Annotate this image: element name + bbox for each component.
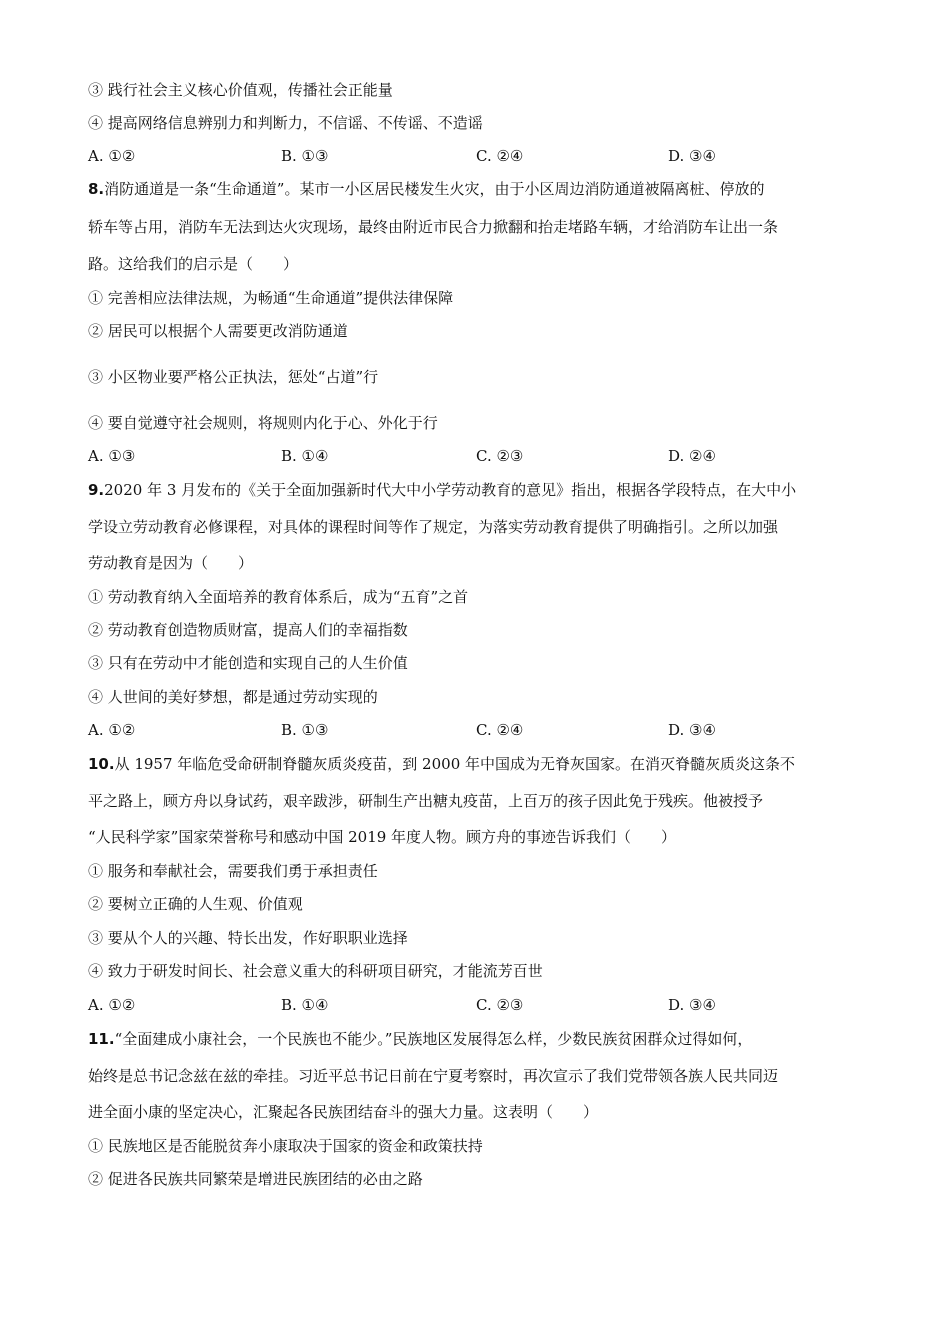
q10-item-1: ① 服务和奉献社会，需要我们勇于承担责任	[88, 862, 378, 880]
q8-stem-line-1: 8.消防通道是一条“生命通道”。某市一小区居民楼发生火灾，由于小区周边消防通道被隔离桩、停放的	[88, 180, 765, 198]
top-answer-options	[88, 145, 868, 167]
answer-option-d[interactable]: D. ③④	[668, 996, 716, 1014]
q10-stem-line-1: 10.从 1957 年临危受命研制脊髓灰质炎疫苗，到 2000 年中国成为无脊灰国家。在消灭脊髓灰质炎这条不	[88, 755, 796, 773]
answer-option-b[interactable]: B. ①③	[281, 721, 329, 739]
q9-stem-line-1: 9.2020 年 3 月发布的《关于全面加强新时代大中小学劳动教育的意见》指出，根据各学段特点，在大中小	[88, 481, 797, 499]
answer-option-d[interactable]: D. ③④	[668, 721, 716, 739]
answer-option-c[interactable]: C. ②④	[476, 147, 524, 165]
q11-stem-line-3: 进全面小康的坚定决心，汇聚起各民族团结奋斗的强大力量。这表明（ ）	[88, 1103, 599, 1121]
q8-stem-line-3: 路。这给我们的启示是（ ）	[88, 255, 299, 273]
q10-number: 10.	[88, 755, 115, 773]
q8-item-2: ② 居民可以根据个人需要更改消防通道	[88, 322, 348, 340]
q9-answer-options	[88, 719, 868, 741]
top-option-item-3: ③ 践行社会主义核心价值观，传播社会正能量	[88, 81, 393, 99]
q10-answer-options	[88, 994, 868, 1016]
answer-option-a[interactable]: A. ①②	[88, 721, 136, 739]
q9-item-4: ④ 人世间的美好梦想，都是通过劳动实现的	[88, 688, 378, 706]
q8-stem-line-2: 轿车等占用，消防车无法到达火灾现场，最终由附近市民合力掀翻和抬走堵路车辆，才给消防车让出一条	[88, 218, 779, 236]
q10-item-2: ② 要树立正确的人生观、价值观	[88, 895, 303, 913]
q10-stem-line-3: “人民科学家”国家荣誉称号和感动中国 2019 年度人物。顾方舟的事迹告诉我们（ ）	[88, 828, 677, 846]
q10-stem-line-2: 平之路上，顾方舟以身试药，艰辛跋涉，研制生产出糖丸疫苗，上百万的孩子因此免于残疾。他被授予	[88, 792, 764, 810]
answer-option-b[interactable]: B. ①③	[281, 147, 329, 165]
q11-stem-line-2: 始终是总书记念兹在兹的牵挂。习近平总书记日前在宁夏考察时，再次宣示了我们党带领各族人民共同迈	[88, 1067, 779, 1085]
answer-option-a[interactable]: A. ①②	[88, 147, 136, 165]
answer-option-b[interactable]: B. ①④	[281, 447, 329, 465]
q9-item-1: ① 劳动教育纳入全面培养的教育体系后，成为“五育”之首	[88, 588, 469, 606]
q8-item-4: ④ 要自觉遵守社会规则，将规则内化于心、外化于行	[88, 414, 438, 432]
answer-option-c[interactable]: C. ②③	[476, 447, 524, 465]
answer-option-a[interactable]: A. ①③	[88, 447, 136, 465]
q8-item-3: ③ 小区物业要严格公正执法，惩处“占道”行	[88, 368, 379, 386]
answer-option-a[interactable]: A. ①②	[88, 996, 136, 1014]
answer-option-c[interactable]: C. ②③	[476, 996, 524, 1014]
q11-item-1: ① 民族地区是否能脱贫奔小康取决于国家的资金和政策扶持	[88, 1137, 483, 1155]
q10-item-4: ④ 致力于研发时间长、社会意义重大的科研项目研究，才能流芳百世	[88, 962, 543, 980]
q11-stem-line-1: 11.“全面建成小康社会，一个民族也不能少。”民族地区发展得怎么样，少数民族贫困群众过得如何，	[88, 1030, 753, 1048]
answer-option-d[interactable]: D. ③④	[668, 147, 716, 165]
q8-number: 8.	[88, 180, 105, 198]
q9-item-2: ② 劳动教育创造物质财富，提高人们的幸福指数	[88, 621, 408, 639]
q9-stem-line-3: 劳动教育是因为（ ）	[88, 554, 254, 572]
q8-item-1: ① 完善相应法律法规，为畅通“生命通道”提供法律保障	[88, 289, 454, 307]
q11-number: 11.	[88, 1030, 115, 1048]
q9-stem-line-2: 学设立劳动教育必修课程，对具体的课程时间等作了规定，为落实劳动教育提供了明确指引。之所以加强	[88, 518, 779, 536]
answer-option-d[interactable]: D. ②④	[668, 447, 716, 465]
q9-item-3: ③ 只有在劳动中才能创造和实现自己的人生价值	[88, 654, 408, 672]
answer-option-c[interactable]: C. ②④	[476, 721, 524, 739]
q9-number: 9.	[88, 481, 105, 499]
q10-item-3: ③ 要从个人的兴趣、特长出发，作好职职业选择	[88, 929, 408, 947]
q8-answer-options	[88, 445, 868, 467]
answer-option-b[interactable]: B. ①④	[281, 996, 329, 1014]
q11-item-2: ② 促进各民族共同繁荣是增进民族团结的必由之路	[88, 1170, 423, 1188]
top-option-item-4: ④ 提高网络信息辨别力和判断力，不信谣、不传谣、不造谣	[88, 114, 483, 132]
